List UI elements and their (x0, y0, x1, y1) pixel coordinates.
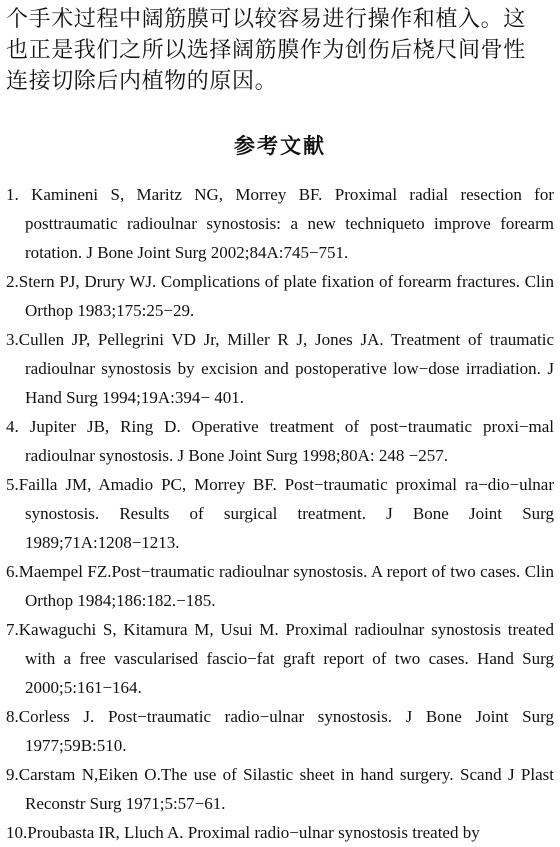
reference-number: 5. (6, 475, 19, 494)
reference-text: Stern PJ, Drury WJ. Complications of plate fixation of forearm fractures. Clin Orthop 1983;175:25−29. (18, 272, 554, 320)
reference-item (6, 412, 554, 470)
reference-text: Cullen JP, Pellegrini VD Jr, Miller R J, Jones JA. Treatment of traumatic radioulnar synostosis by excision and postoperative low−dose irradiation. J Hand Surg 1994;19A:394− 401. (18, 330, 554, 407)
reference-text: Kawaguchi S, Kitamura M, Usui M. Proximal radioulnar synostosis treated with a free vascularised fascio−fat graft report of two cases. Hand Surg 2000;5:161−164. (18, 620, 554, 697)
reference-number: 4. (6, 417, 30, 436)
reference-item (6, 615, 554, 702)
reference-number: 9. (6, 765, 19, 784)
reference-item (6, 557, 554, 615)
reference-number: 2. (6, 272, 19, 291)
reference-text: Maempel FZ.Post−traumatic radioulnar synostosis. A report of two cases. Clin Orthop 1984;186:182.−185. (18, 562, 554, 610)
reference-number: 1. (6, 185, 32, 204)
reference-number: 10. (6, 823, 28, 842)
reference-item (6, 180, 554, 267)
reference-number: 3. (6, 330, 19, 349)
reference-text: Kamineni S, Maritz NG, Morrey BF. Proximal radial resection for posttraumatic radioulnar synostosis: a new techniqueto improve forearm rotation. J Bone Joint Surg 2002;84A:745−751. (25, 185, 554, 262)
reference-text: Failla JM, Amadio PC, Morrey BF. Post−traumatic proximal ra−dio−ulnar synostosis. Results of surgical treatment. J Bone Joint Surg 1989;71A:1208−1213. (18, 475, 554, 552)
reference-number: 7. (6, 620, 19, 639)
reference-item (6, 325, 554, 412)
reference-item (6, 760, 554, 818)
intro-line-3: 连接切除后内植物的原因。 (6, 69, 278, 94)
intro-line-1: 个手术过程中阔筋膜可以较容易进行操作和植入。这 (6, 7, 526, 32)
reference-item (6, 470, 554, 557)
references-heading: 参考文献 (234, 134, 326, 158)
reference-number: 8. (6, 707, 19, 726)
reference-number: 6. (6, 562, 19, 581)
reference-item (6, 267, 554, 325)
intro-line-2: 也正是我们之所以选择阔筋膜作为创伤后桡尺间骨性 (6, 38, 526, 63)
intro-paragraph (6, 4, 554, 97)
reference-text: Corless J. Post−traumatic radio−ulnar synostosis. J Bone Joint Surg 1977;59B:510. (18, 707, 554, 755)
reference-item (6, 702, 554, 760)
reference-text: Proubasta IR, Lluch A. Proximal radio−ulnar synostosis treated by (27, 823, 480, 842)
reference-item (6, 818, 554, 847)
reference-list (6, 180, 554, 847)
reference-text: Jupiter JB, Ring D. Operative treatment of post−traumatic proxi−mal radioulnar synostosis. J Bone Joint Surg 1998;80A: 248 −257. (25, 417, 555, 465)
reference-text: Carstam N,Eiken O.The use of Silastic sheet in hand surgery. Scand J Plast Reconstr Surg 1971;5:57−61. (18, 765, 554, 813)
